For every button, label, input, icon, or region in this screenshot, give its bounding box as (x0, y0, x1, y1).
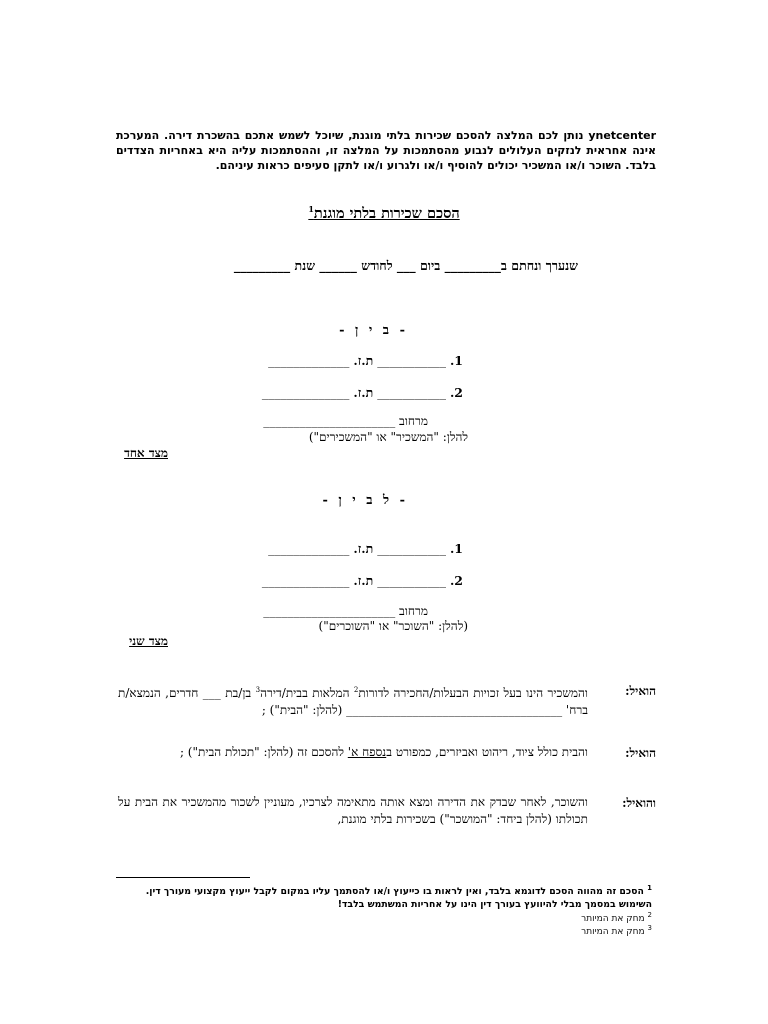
footnote-separator (116, 877, 250, 878)
tenant-2-name-blank: ___________ (377, 573, 446, 588)
side-two-label: מצד שני (129, 634, 168, 648)
agreement-title (0, 204, 768, 223)
tenant-1-id-blank: _____________ (268, 541, 350, 556)
footnote-ref-3: 3 (255, 686, 261, 694)
whereas-2-text (118, 744, 588, 761)
landlord-2-name-blank: ___________ (377, 385, 446, 400)
whereas-1-label: הואיל: (625, 684, 656, 698)
landlord-2-id-blank: ______________ (261, 385, 350, 400)
tenant-2-line (262, 573, 463, 589)
footnote-2-number: 2 (647, 911, 652, 919)
whereas-2-part-a: והבית כולל ציוד, ריהוט ואביזרים, כמפורט ב (386, 745, 588, 759)
title-text: הסכם שכירות בלתי מוגנת (313, 204, 460, 222)
footnote-2-text: מחק את המיותר (581, 914, 645, 924)
footnote-ref-2: 2 (353, 686, 359, 694)
title-footnote-ref: 1 (308, 204, 314, 214)
tenant-1-line (268, 541, 463, 557)
whereas-1-part-c: בן/בת ___ חדרים, הנמצא/ת ברח' ____________________________________ (להלן: "הבית") ; (118, 686, 588, 717)
landlord-2-id-label: ת.ז. (353, 385, 374, 400)
signed-date-line: שנערך ונחתם ב_________ ביום ___ לחודש ______ שנת _________ (233, 258, 578, 273)
between-heading: - ב י ן - (339, 323, 408, 338)
landlord-2-number: 2. (449, 385, 463, 400)
and-between-heading: - ל ב י ן - (322, 493, 408, 508)
side-one-label: מצד אחד (124, 446, 168, 460)
tenant-hereafter: (להלן: "השוכר" או "השוכרים") (318, 619, 468, 633)
landlord-1-name-blank: ___________ (377, 353, 446, 368)
whereas-2-label: הואיל: (625, 746, 656, 760)
tenant-1-id-label: ת.ז. (353, 541, 374, 556)
whereas-1-text (118, 682, 588, 719)
whereas-3-text: והשוכר, לאחר שבדק את הדירה ומצא אותה מתאימה לצרכיו, מעוניין לשכור מהמשכיר את הבית על תכולתו (להלן ביחד: "המושכר") בשכירות בלתי מוגנת, (118, 795, 588, 826)
landlord-address: מרחוב ______________________ (263, 414, 428, 428)
footnote-1-number: 1 (647, 884, 652, 892)
tenant-1-number: 1. (449, 541, 463, 556)
footnote-1-text: הסכם זה מהווה הסכם לדוגמא בלבד, ואין לראות בו כייעוץ ו/או להסתמך עליו במקום לקבל ייעוץ מקצועי מעורך דין. השימוש במסמך מבלי להיוועץ בעורך דין הינו על אחריות המשתמש בלבד! (145, 886, 652, 911)
appendix-a-reference: נספח א' (347, 745, 387, 759)
landlord-hereafter: להלן: "המשכיר" או "המשכירים") (308, 430, 468, 444)
whereas-3-label: והואיל: (622, 796, 656, 810)
landlord-1-line (268, 353, 463, 369)
intro-disclaimer: ynetcenter נותן לכם המלצה להסכם שכירות בלתי מוגנת, שיוכל לשמש אתכם בהשכרת דירה. המערכת אינה אחראית לנזקים העלולים לנבוע מהסתמכות על המלצה זו, וההסתמכות עליה היא באחריות הצדדים בלבד. השוכר ו/או המשכיר יכולים להוסיף ו/או ולגרוע ו/או לתקן סעיפים כראות עיניהם. (116, 129, 656, 172)
tenant-2-id-blank: ______________ (261, 573, 350, 588)
tenant-address: מרחוב ______________________ (263, 604, 428, 618)
whereas-2-part-b: להסכם זה (להלן: "תכולת הבית") ; (179, 745, 348, 759)
footnote-3 (114, 922, 652, 939)
tenant-1-name-blank: ___________ (377, 541, 446, 556)
tenant-2-number: 2. (449, 573, 463, 588)
landlord-2-line (262, 385, 463, 401)
tenant-2-id-label: ת.ז. (353, 573, 374, 588)
landlord-1-id-blank: _____________ (268, 353, 350, 368)
whereas-1-part-b: המלאות בבית/דירה (260, 686, 354, 700)
footnote-1 (114, 882, 652, 911)
landlord-1-id-label: ת.ז. (353, 353, 374, 368)
footnote-3-number: 3 (647, 924, 652, 932)
landlord-1-number: 1. (449, 353, 463, 368)
whereas-1-part-a: והמשכיר הינו בעל זכויות הבעלות/החכירה לדורות (358, 686, 588, 700)
footnote-3-text: מחק את המיותר (581, 927, 645, 937)
